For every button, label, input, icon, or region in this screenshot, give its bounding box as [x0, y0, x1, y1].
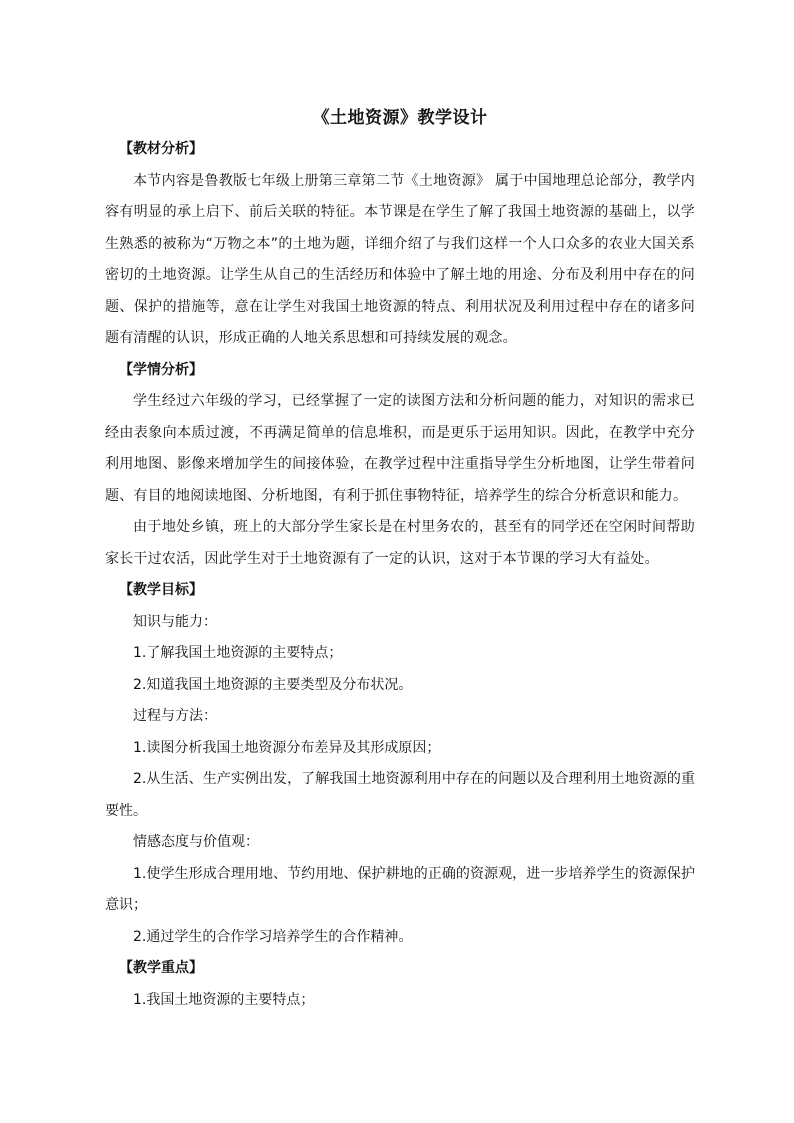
objective-values-item-2: 2.通过学生的合作学习培养学生的合作精神。 [133, 928, 413, 945]
objective-knowledge-item-2: 2.知道我国土地资源的主要类型及分布状况。 [133, 676, 413, 693]
section-student-analysis [105, 355, 695, 576]
document-title: 《土地资源》教学设计 [312, 108, 488, 128]
objective-values-item-1: 1.使学生形成合理用地、节约用地、保护耕地的正确的资源观，进一步培养学生的资源保护意识； [105, 865, 695, 913]
section-heading-material-analysis: 【教材分析】 [119, 141, 203, 157]
section-heading-objectives: 【教学目标】 [119, 582, 203, 598]
section-key-points [105, 953, 695, 1016]
student-analysis-paragraph-1: 学生经过六年级的学习，已经掌握了一定的读图方法和分析问题的能力，对知识的需求已经由表象向本质过渡，不再满足简单的信息堆积，而是更乐于运用知识。因此，在教学中充分利用地图、影像来增加学生的间接体验，在教学过程中注重指导学生分析地图，让学生带着问题、有目的地阅读地图、分析地图，有利于抓住事物特征，培养学生的综合分析意识和能力。 [105, 393, 695, 504]
objective-label-values: 情感态度与价值观： [133, 834, 259, 850]
student-analysis-paragraph-2: 由于地处乡镇，班上的大部分学生家长是在村里务农的，甚至有的同学还在空闲时间帮助家长干过农活，因此学生对于土地资源有了一定的认识，这对于本节课的学习大有益处。 [105, 519, 695, 567]
material-analysis-paragraph: 本节内容是鲁教版七年级上册第三章第二节《土地资源》 属于中国地理总论部分，教学内容有明显的承上启下、前后关联的特征。本节课是在学生了解了我国土地资源的基础上，以学生熟悉的被称为“万物之本”的土地为题，详细介绍了与我们这样一个人口众多的农业大国关系密切的土地资源。让学生从自己的生活经历和体验中了解土地的用途、分布及利用中存在的问题、保护的措施等，意在让学生对我国土地资源的特点、利用状况及利用过程中存在的诸多问题有清醒的认识，形成正确的人地关系思想和可持续发展的观念。 [105, 172, 695, 346]
section-objectives [105, 575, 695, 953]
key-point-item-1: 1.我国土地资源的主要特点； [133, 991, 315, 1008]
objective-process-item-1: 1.读图分析我国土地资源分布差异及其形成原因； [133, 739, 441, 756]
objective-knowledge-item-1: 1.了解我国土地资源的主要特点； [133, 645, 343, 661]
objective-process-item-2: 2.从生活、生产实例出发，了解我国土地资源利用中存在的问题以及合理利用土地资源的重要性。 [105, 771, 695, 819]
section-heading-student-analysis: 【学情分析】 [119, 361, 203, 378]
objective-label-process: 过程与方法： [133, 708, 217, 724]
section-heading-key-points: 【教学重点】 [119, 960, 203, 976]
objective-label-knowledge: 知识与能力： [133, 613, 217, 630]
document-body [105, 104, 695, 1016]
section-material-analysis [105, 134, 695, 355]
